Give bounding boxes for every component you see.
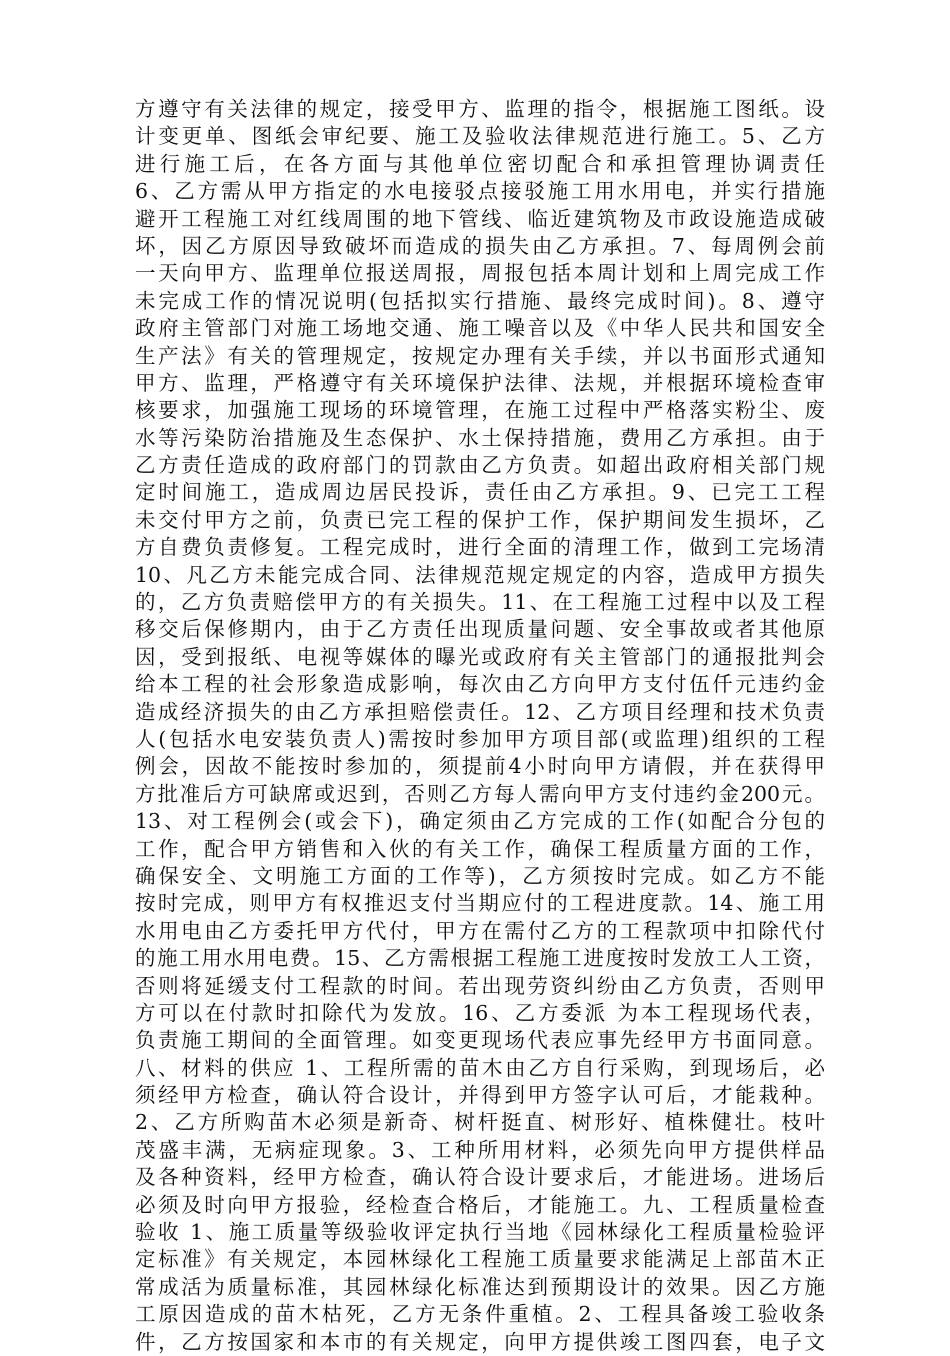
text-line: 工原因造成的苗木枯死，乙方无条件重植。2、工程具备竣工验收条	[135, 1302, 825, 1327]
text-line: 验收 1、施工质量等级验收评定执行当地《园林绿化工程质量检验评	[135, 1220, 825, 1245]
text-line: 水用电由乙方委托甲方代付，甲方在需付乙方的工程款项中扣除代付	[135, 918, 825, 943]
text-line: 必须及时向甲方报验，经检查合格后，才能施工。九、工程质量检查	[135, 1192, 825, 1217]
text-line: 工作，配合甲方销售和入伙的有关工作，确保工程质量方面的工作，	[135, 836, 825, 861]
text-line: 定时间施工，造成周边居民投诉，责任由乙方承担。9、已完工工程	[135, 480, 825, 505]
text-line: 八、材料的供应 1、工程所需的苗木由乙方自行采购，到现场后，必	[135, 1055, 825, 1080]
text-line: 确保安全、文明施工方面的工作等)，乙方须按时完成。如乙方不能	[135, 863, 825, 888]
text-line: 负责施工期间的全面管理。如变更现场代表应事先经甲方书面同意。	[135, 1028, 825, 1053]
text-line: 件，乙方按国家和本市的有关规定，向甲方提供竣工图四套，电子文	[135, 1329, 825, 1354]
text-line: 2、乙方所购苗木必须是新奇、树杆挺直、树形好、植株健壮。枝叶	[135, 1110, 825, 1135]
text-line: 例会，因故不能按时参加的，须提前4小时向甲方请假，并在获得甲	[135, 754, 825, 779]
text-line: 进行施工后，在各方面与其他单位密切配合和承担管理协调责任	[135, 151, 825, 176]
text-line: 10、凡乙方未能完成合同、法律规范规定规定的内容，造成甲方损失	[135, 562, 825, 587]
text-line: 避开工程施工对红线周围的地下管线、临近建筑物及市政设施造成破	[135, 206, 825, 231]
text-line: 方可以在付款时扣除代为发放。16、乙方委派 为本工程现场代表，	[135, 1000, 825, 1025]
text-line: 须经甲方检查，确认符合设计，并得到甲方签字认可后，才能栽种。	[135, 1083, 825, 1108]
text-line: 常成活为质量标准，其园林绿化标准达到预期设计的效果。因乙方施	[135, 1274, 825, 1299]
text-line: 按时完成，则甲方有权推迟支付当期应付的工程进度款。14、施工用	[135, 891, 825, 916]
text-line: 的，乙方负责赔偿甲方的有关损失。11、在工程施工过程中以及工程	[135, 590, 825, 615]
text-line: 及各种资料，经甲方检查，确认符合设计要求后，才能进场。进场后	[135, 1165, 825, 1190]
text-line: 计变更单、图纸会审纪要、施工及验收法律规范进行施工。5、乙方	[135, 124, 825, 149]
text-line: 方自费负责修复。工程完成时，进行全面的清理工作，做到工完场清	[135, 535, 825, 560]
text-line: 造成经济损失的由乙方承担赔偿责任。12、乙方项目经理和技术负责	[135, 699, 825, 724]
text-line: 6、乙方需从甲方指定的水电接驳点接驳施工用水用电，并实行措施	[135, 179, 825, 204]
text-line: 乙方责任造成的政府部门的罚款由乙方负责。如超出政府相关部门规	[135, 453, 825, 478]
text-line: 甲方、监理，严格遵守有关环境保护法律、法规，并根据环境检查审	[135, 370, 825, 395]
contract-body-text	[135, 96, 825, 1356]
text-line: 否则将延缓支付工程款的时间。若出现劳资纠纷由乙方负责，否则甲	[135, 973, 825, 998]
text-line: 移交后保修期内，由于乙方责任出现质量问题、安全事故或者其他原	[135, 617, 825, 642]
text-line: 给本工程的社会形象造成影响，每次由乙方向甲方支付伍仟元违约金	[135, 672, 825, 697]
text-line: 方批准后方可缺席或迟到，否则乙方每人需向甲方支付违约金200元。	[135, 781, 825, 806]
text-line: 政府主管部门对施工场地交通、施工噪音以及《中华人民共和国安全	[135, 316, 825, 341]
text-line: 茂盛丰满，无病症现象。3、工种所用材料，必须先向甲方提供样品	[135, 1137, 825, 1162]
text-line: 核要求，加强施工现场的环境管理，在施工过程中严格落实粉尘、废	[135, 398, 825, 423]
text-line: 水等污染防治措施及生态保护、水土保持措施，费用乙方承担。由于	[135, 425, 825, 450]
text-line: 生产法》有关的管理规定，按规定办理有关手续，并以书面形式通知	[135, 343, 825, 368]
text-line: 未完成工作的情况说明(包括拟实行措施、最终完成时间)。8、遵守	[135, 288, 825, 313]
text-line: 人(包括水电安装负责人)需按时参加甲方项目部(或监理)组织的工程	[135, 726, 825, 751]
text-line: 未交付甲方之前，负责已完工程的保护工作，保护期间发生损坏，乙	[135, 507, 825, 532]
text-line: 方遵守有关法律的规定，接受甲方、监理的指令，根据施工图纸。设	[135, 97, 825, 121]
text-line: 因，受到报纸、电视等媒体的曝光或政府有关主管部门的通报批判会	[135, 644, 825, 669]
text-line: 定标准》有关规定，本园林绿化工程施工质量要求能满足上部苗木正	[135, 1247, 825, 1272]
text-line: 13、对工程例会(或会下)，确定须由乙方完成的工作(如配合分包的	[135, 809, 825, 834]
text-line: 的施工用水用电费。15、乙方需根据工程施工进度按时发放工人工资，	[135, 946, 825, 971]
text-line: 坏，因乙方原因导致破坏而造成的损失由乙方承担。7、每周例会前	[135, 233, 825, 258]
text-line: 一天向甲方、监理单位报送周报，周报包括本周计划和上周完成工作	[135, 261, 825, 286]
